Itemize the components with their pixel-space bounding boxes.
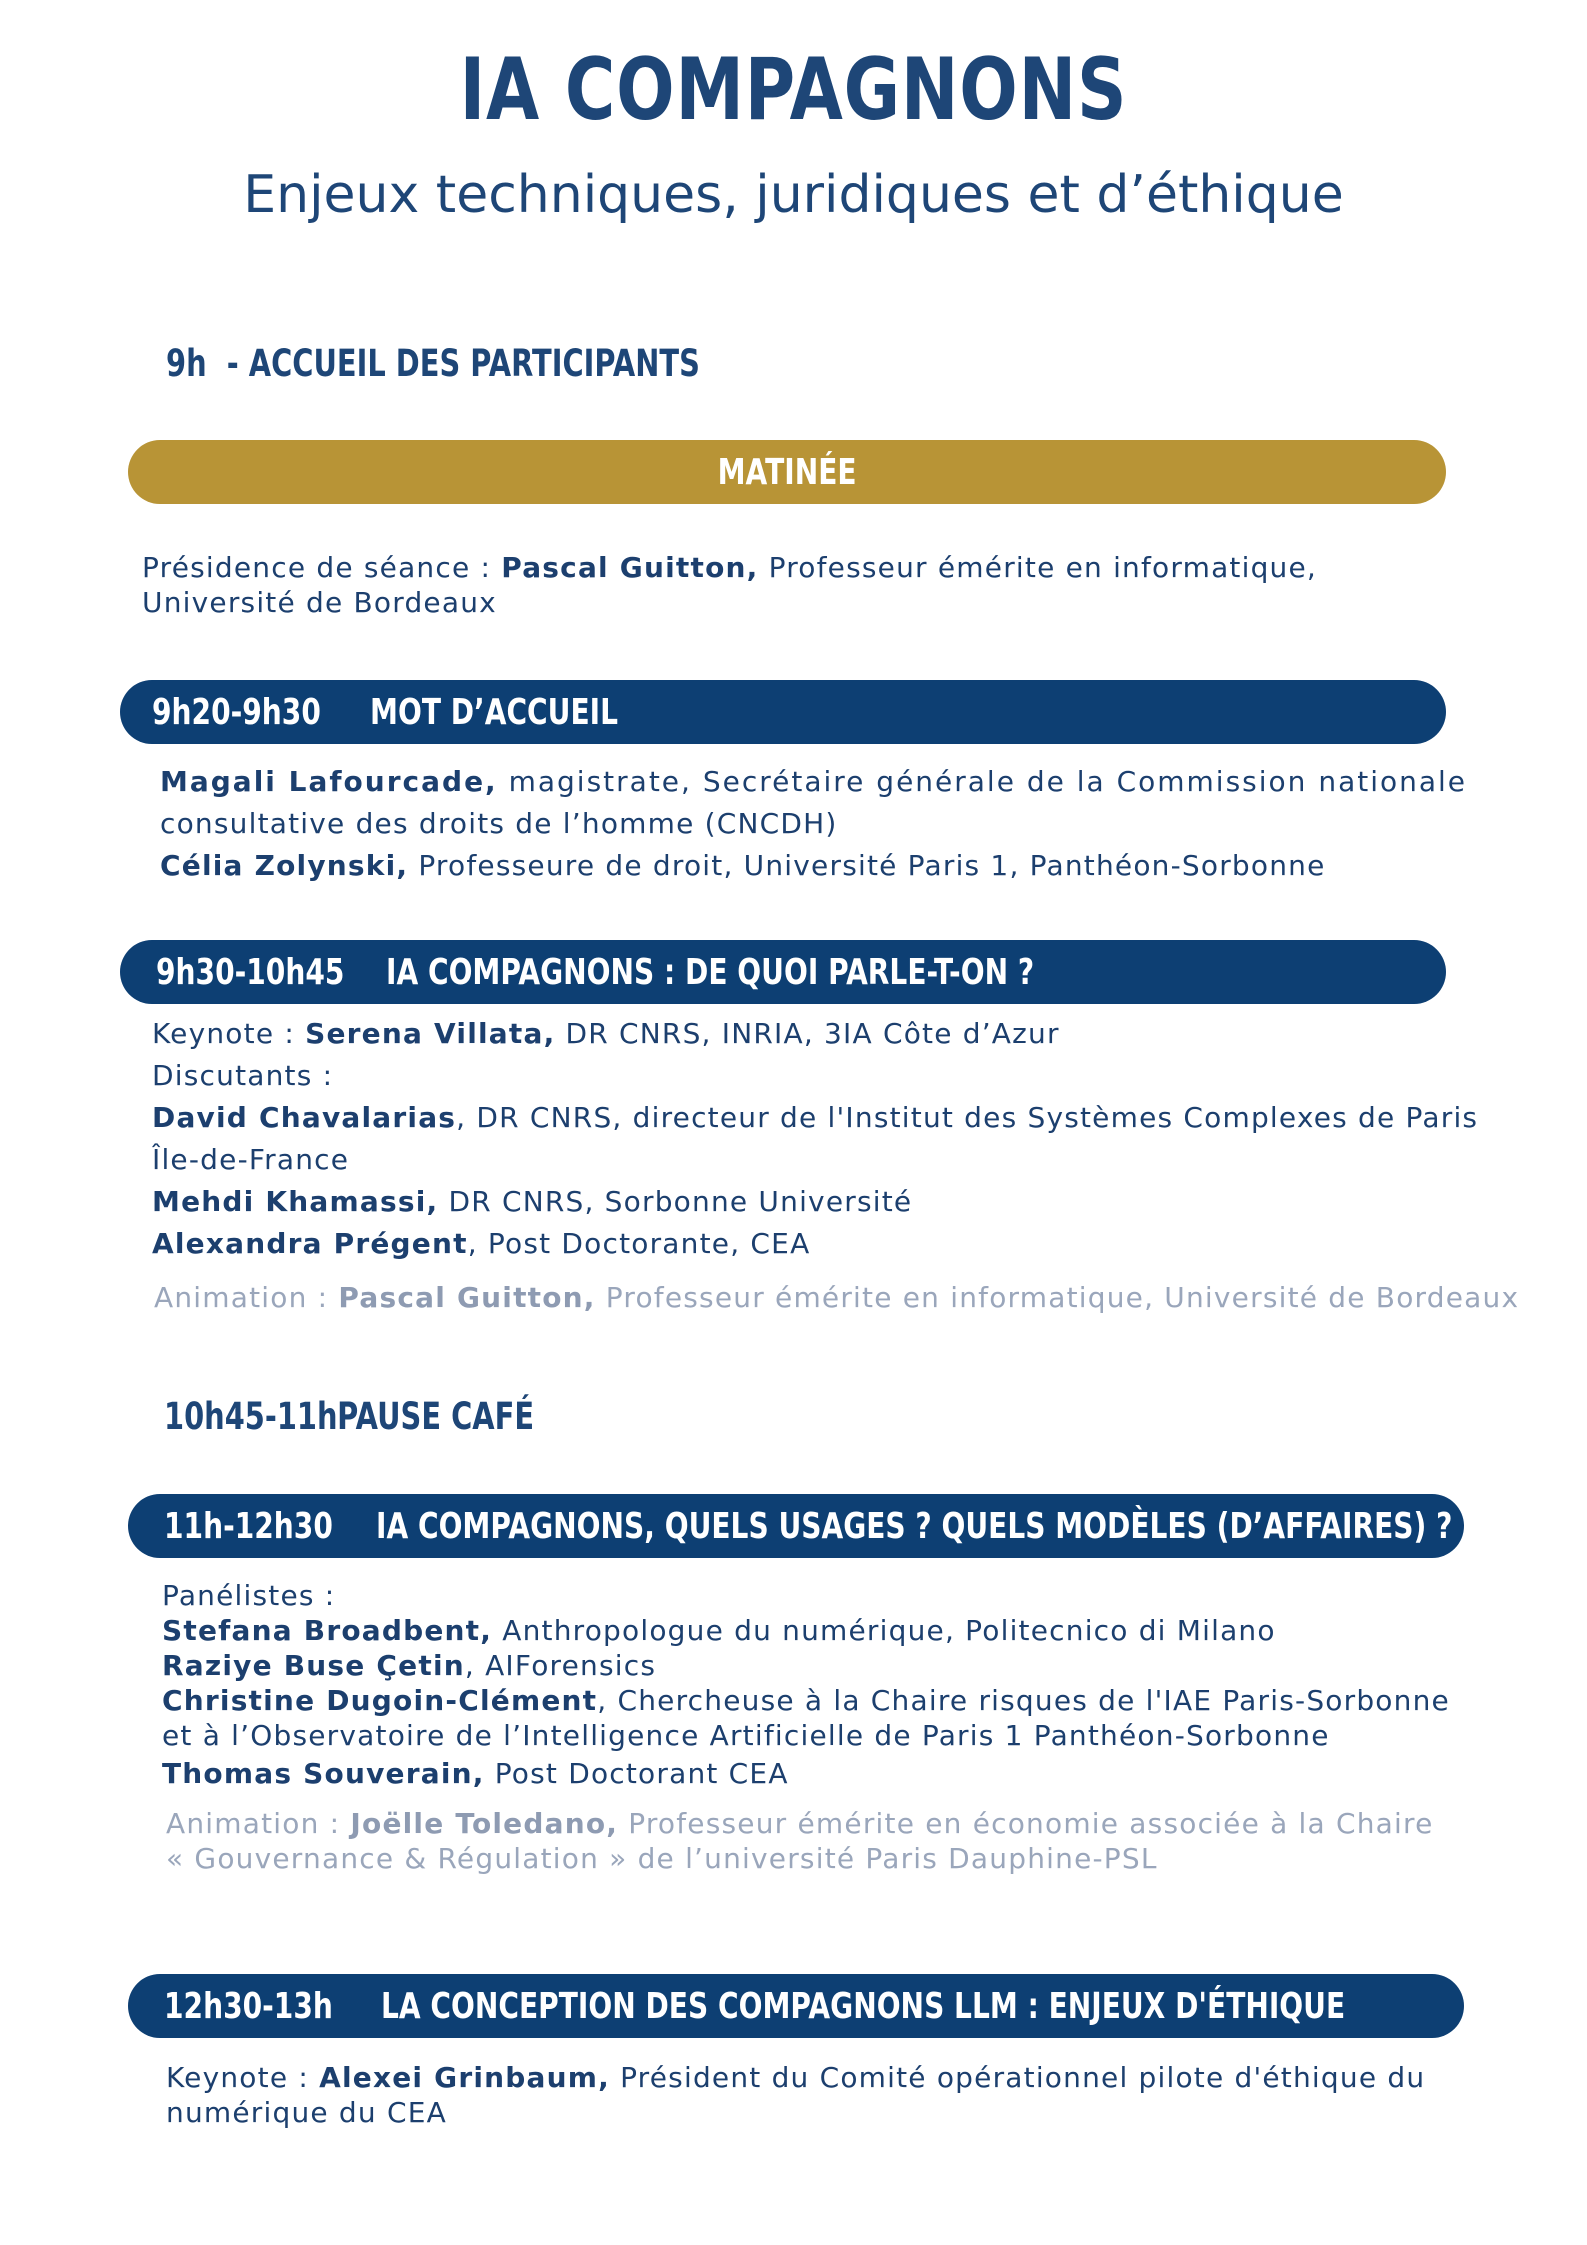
session1-speakers [160, 761, 1468, 887]
speaker-role: DR CNRS, INRIA, 3IA Côte d’Azur [555, 1017, 1060, 1050]
morning-banner [128, 440, 1446, 504]
moderator-role-line2: « Gouvernance & Régulation » de l’université Paris Dauphine-PSL [166, 1842, 1158, 1875]
speaker-name: Thomas Souverain, [162, 1757, 485, 1790]
session1-title: MOT D’ACCUEIL [370, 691, 618, 733]
speaker-role: magistrate, Secrétaire générale de la Commission nationale [497, 765, 1468, 798]
speaker-role: Professeure de droit, Université Paris 1, Panthéon-Sorbonne [408, 849, 1326, 882]
break-heading [164, 1395, 534, 1438]
break-time: 10h45-11h [164, 1395, 338, 1438]
session3-title: IA COMPAGNONS, QUELS USAGES ? QUELS MODÈLES (D’AFFAIRES) ? [375, 1505, 1452, 1547]
speaker-role: , AIForensics [464, 1649, 657, 1682]
welcome-label: - ACCUEIL DES PARTICIPANTS [226, 342, 700, 385]
speaker-role: , DR CNRS, directeur de l'Institut des Systèmes Complexes de Paris [456, 1101, 1479, 1134]
session2-time: 9h30-10h45 [156, 951, 345, 993]
break-label: PAUSE CAFÉ [337, 1395, 535, 1438]
speaker-name: Alexandra Prégent [152, 1227, 468, 1260]
chair-name: Pascal Guitton, [501, 551, 759, 584]
session4-title: LA CONCEPTION DES COMPAGNONS LLM : ENJEUX D'ÉTHIQUE [380, 1985, 1345, 2027]
session4-speakers [166, 2060, 1446, 2130]
page-title: IA COMPAGNONS [459, 40, 1128, 140]
moderator-role: Professeur émérite en économie associée à la Chaire [618, 1807, 1434, 1840]
moderator-prefix: Animation : [154, 1281, 339, 1314]
speaker-name: Mehdi Khamassi, [152, 1185, 439, 1218]
page-subtitle: Enjeux techniques, juridiques et d’éthique [243, 165, 1344, 225]
speaker-role-line2: Île-de-France [152, 1143, 350, 1176]
discussants-label: Discutants : [152, 1059, 334, 1092]
moderator-name: Joëlle Toledano, [350, 1807, 619, 1840]
morning-label: MATINÉE [717, 451, 857, 493]
speaker-name: Serena Villata, [305, 1017, 556, 1050]
session4-time: 12h30-13h [164, 1985, 333, 2027]
session2-moderator [154, 1277, 1554, 1319]
session-bar-definition [120, 940, 1446, 1004]
speaker-role: , Chercheuse à la Chaire risques de l'IAE Paris-Sorbonne [597, 1684, 1450, 1717]
welcome-time: 9h [166, 342, 207, 385]
speaker-role: , Post Doctorante, CEA [467, 1227, 811, 1260]
session-chair [142, 550, 1422, 620]
speaker-role: Anthropologue du numérique, Politecnico di Milano [492, 1614, 1276, 1647]
session1-time: 9h20-9h30 [152, 691, 321, 733]
speaker-role-line2: consultative des droits de l’homme (CNCDH) [160, 807, 838, 840]
keynote-prefix: Keynote : [166, 2061, 320, 2094]
speaker-role: DR CNRS, Sorbonne Université [438, 1185, 913, 1218]
session-bar-ethics [128, 1974, 1464, 2038]
panelists-label: Panélistes : [162, 1579, 336, 1612]
speaker-role-line2: et à l’Observatoire de l’Intelligence Artificielle de Paris 1 Panthéon-Sorbonne [162, 1719, 1330, 1752]
speaker-role: Président du Comité opérationnel pilote d'éthique du [609, 2061, 1426, 2094]
session-bar-welcome [120, 680, 1446, 744]
moderator-role: Professeur émérite en informatique, Université de Bordeaux [595, 1281, 1520, 1314]
speaker-name: Alexei Grinbaum, [319, 2061, 610, 2094]
moderator-prefix: Animation : [166, 1807, 351, 1840]
speaker-name: Stefana Broadbent, [162, 1614, 493, 1647]
session2-speakers [152, 1013, 1479, 1265]
speaker-name: Célia Zolynski, [160, 849, 409, 882]
session-bar-usages [128, 1494, 1464, 1558]
speaker-name: David Chavalarias [152, 1101, 457, 1134]
speaker-name: Raziye Buse Çetin [162, 1649, 465, 1682]
speaker-role: Post Doctorant CEA [484, 1757, 789, 1790]
speaker-role-line2: numérique du CEA [166, 2096, 447, 2129]
session3-panel [162, 1578, 1462, 1791]
chair-role-line2: Université de Bordeaux [142, 586, 497, 619]
session3-time: 11h-12h30 [164, 1505, 333, 1547]
speaker-name: Magali Lafourcade, [160, 765, 498, 798]
session2-title: IA COMPAGNONS : DE QUOI PARLE-T-ON ? [386, 951, 1035, 993]
welcome-heading [166, 342, 700, 385]
speaker-name: Christine Dugoin-Clément [162, 1684, 598, 1717]
chair-prefix: Présidence de séance : [142, 551, 502, 584]
chair-role: Professeur émérite en informatique, [758, 551, 1318, 584]
keynote-prefix: Keynote : [152, 1017, 306, 1050]
moderator-name: Pascal Guitton, [338, 1281, 596, 1314]
session3-moderator [166, 1806, 1456, 1876]
